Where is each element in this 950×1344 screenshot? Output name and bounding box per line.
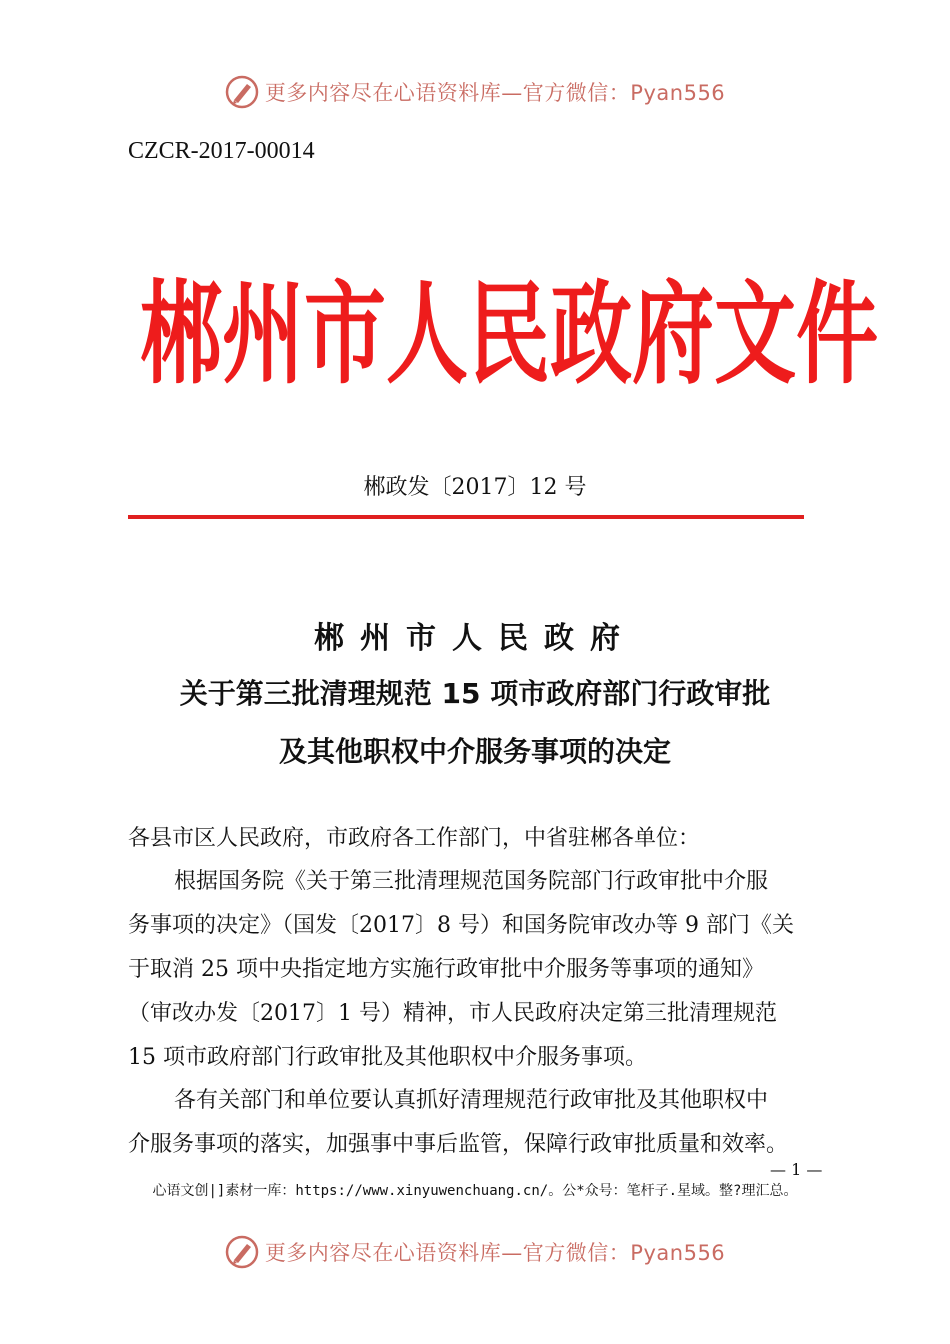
headline-char: 府	[632, 271, 715, 400]
paragraph-line: 务事项的决定》（国发〔2017〕8 号）和国务院审改办等 9 部门《关	[128, 913, 794, 938]
paragraph-2	[128, 1079, 834, 1167]
pen-logo-icon	[225, 1235, 259, 1269]
red-divider	[128, 515, 804, 519]
paragraph-1	[128, 860, 834, 1080]
document-code: CZCR-2017-00014	[128, 138, 315, 164]
issue-number: 郴政发〔2017〕12 号	[363, 475, 587, 500]
footer-note: 心语文创|]素材一库：https://www.xinyuwenchuang.cn/。公*众号：笔杆子.星域。整?理汇总。	[152, 1183, 798, 1199]
headline-char: 市	[304, 271, 387, 400]
headline-char: 件	[796, 271, 879, 400]
headline-char: 人	[386, 271, 469, 400]
pen-logo-icon	[225, 75, 259, 109]
document-headline	[140, 271, 879, 400]
title-line-1: 郴州市人民政府	[314, 621, 636, 656]
watermark-banner-bottom	[0, 1230, 950, 1274]
paragraph-line: （审改办发〔2017〕1 号）精神，市人民政府决定第三批清理规范	[128, 1001, 777, 1026]
headline-char: 文	[714, 271, 797, 400]
headline-char: 郴	[140, 271, 223, 400]
paragraph-line: 于取消 25 项中央指定地方实施行政审批中介服务等事项的通知》	[128, 957, 764, 982]
headline-char: 州	[222, 271, 305, 400]
paragraph-line: 根据国务院《关于第三批清理规范国务院部门行政审批中介服	[174, 869, 769, 894]
title-line-2: 关于第三批清理规范 15 项市政府部门行政审批	[179, 677, 771, 710]
watermark-text: 更多内容尽在心语资料库—官方微信：Pyan556	[264, 1241, 726, 1265]
watermark-text: 更多内容尽在心语资料库—官方微信：Pyan556	[264, 81, 726, 105]
headline-char: 政	[550, 271, 633, 400]
watermark-banner-top	[0, 70, 950, 114]
paragraph-line: 15 项市政府部门行政审批及其他职权中介服务事项。	[128, 1045, 647, 1070]
paragraph-line: 介服务事项的落实，加强事中事后监管，保障行政审批质量和效率。	[128, 1132, 789, 1157]
headline-char: 民	[468, 271, 551, 400]
salutation: 各县市区人民政府，市政府各工作部门，中省驻郴各单位：	[128, 826, 701, 851]
page-number: — 1 —	[770, 1160, 823, 1179]
paragraph-line: 各有关部门和单位要认真抓好清理规范行政审批及其他职权中	[174, 1088, 769, 1113]
title-line-3: 及其他职权中介服务事项的决定	[278, 735, 671, 768]
